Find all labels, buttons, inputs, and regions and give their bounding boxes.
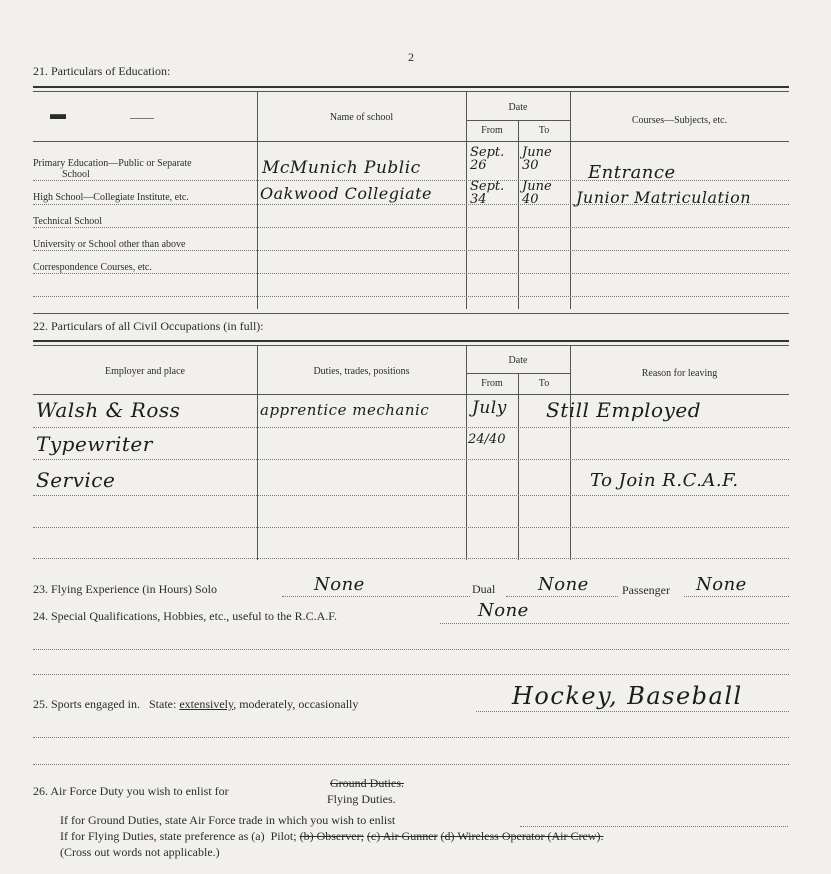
row-line — [33, 427, 789, 428]
row-label-primary-2: School — [62, 169, 90, 180]
option-wireless-operator: (d) Wireless Operator (Air Crew). — [440, 829, 604, 843]
fill-line — [33, 649, 789, 650]
row-line — [33, 495, 789, 496]
rule — [33, 86, 789, 88]
ground-duties-line: If for Ground Duties, state Air Force trade in which you wish to enlist — [60, 813, 396, 827]
col-reason: Reason for leaving — [641, 368, 718, 379]
fill-line — [282, 596, 470, 597]
row-line — [33, 527, 789, 528]
sports-value: Hockey, Baseball — [512, 682, 743, 710]
high-school-to: June 40 — [522, 179, 552, 207]
rule — [33, 345, 789, 346]
reason-line-1: Still Employed — [546, 398, 702, 422]
header-dash: —— — [130, 110, 154, 124]
col-to: To — [538, 378, 550, 389]
row-line — [33, 558, 789, 559]
row-label-technical: Technical School — [33, 216, 102, 227]
fill-line — [684, 596, 789, 597]
high-school-name: Oakwood Collegiate — [260, 184, 433, 203]
col-divider — [518, 120, 519, 309]
rule — [33, 313, 789, 314]
reason-line-2: To Join R.C.A.F. — [590, 470, 739, 491]
rule — [33, 141, 789, 142]
rule — [33, 340, 789, 342]
primary-courses: Entrance — [588, 162, 676, 183]
primary-to: June 30 — [522, 145, 552, 173]
employer-line-1: Walsh & Ross — [36, 398, 181, 422]
section-23-label: 23. Flying Experience (in Hours) Solo — [33, 582, 217, 596]
high-school-from: Sept. 34 — [470, 179, 505, 207]
col-divider — [257, 92, 258, 309]
passenger-value: None — [696, 574, 747, 595]
section-22-title: 22. Particulars of all Civil Occupations (in full): — [33, 319, 264, 333]
fill-line — [476, 711, 789, 712]
primary-from: Sept. 26 — [470, 145, 505, 173]
occupation-from-1: July — [472, 398, 507, 418]
section-25-label — [33, 697, 358, 712]
solo-value: None — [314, 574, 365, 595]
col-to: To — [538, 125, 550, 136]
row-label-high-school: High School—Collegiate Institute, etc. — [33, 192, 189, 203]
col-divider — [518, 373, 519, 560]
rule — [466, 120, 570, 121]
rule — [466, 373, 570, 374]
section-21-title: 21. Particulars of Education: — [33, 64, 171, 78]
sports-label-rest: , moderately, occasionally — [233, 697, 359, 711]
option-observer: (b) Observer; — [299, 829, 364, 843]
col-date: Date — [508, 102, 528, 113]
row-line — [33, 459, 789, 460]
employer-line-3: Service — [36, 468, 116, 492]
row-line — [33, 296, 789, 297]
fill-line — [33, 764, 789, 765]
header-dash-mark: ▬ — [50, 106, 66, 123]
option-air-gunner: (c) Air Gunner — [366, 829, 438, 843]
col-from: From — [481, 125, 503, 136]
row-label-correspondence: Correspondence Courses, etc. — [33, 262, 152, 273]
col-from: From — [481, 378, 503, 389]
qualifications-value: None — [478, 600, 529, 621]
row-line — [33, 273, 789, 274]
fill-line — [506, 596, 618, 597]
high-school-courses: Junior Matriculation — [576, 188, 752, 207]
flying-duties-line — [60, 829, 603, 844]
employer-line-2: Typewriter — [36, 432, 153, 456]
col-name-of-school: Name of school — [329, 112, 394, 123]
sports-extensively: extensively — [179, 697, 234, 711]
sports-label: 25. Sports engaged in. State: — [33, 697, 180, 711]
dual-value: None — [538, 574, 589, 595]
fill-line — [440, 623, 789, 624]
option-ground-duties: Ground Duties. — [330, 776, 404, 790]
flying-pref-label: If for Flying Duties, state preference as (a) Pilot; — [60, 829, 300, 843]
page-number: 2 — [408, 50, 414, 64]
col-duties: Duties, trades, positions — [313, 366, 410, 377]
primary-school-name: McMunich Public — [262, 158, 421, 178]
col-date: Date — [508, 355, 528, 366]
col-employer: Employer and place — [105, 366, 185, 377]
rule — [33, 91, 789, 92]
option-flying-duties: Flying Duties. — [327, 792, 396, 806]
section-24-label: 24. Special Qualifications, Hobbies, etc., useful to the R.C.A.F. — [33, 609, 337, 623]
cross-out-note: (Cross out words not applicable.) — [60, 845, 220, 859]
col-courses: Courses—Subjects, etc. — [631, 115, 728, 126]
passenger-label: Passenger — [622, 583, 670, 597]
fill-line — [33, 674, 789, 675]
duties-value: apprentice mechanic — [260, 401, 430, 419]
occupation-from-2: 24/40 — [468, 432, 506, 447]
fill-line — [33, 737, 789, 738]
row-label-university: University or School other than above — [33, 239, 186, 250]
dual-label: Dual — [472, 582, 496, 596]
section-26-label: 26. Air Force Duty you wish to enlist for — [33, 784, 229, 798]
row-label-primary: Primary Education—Public or Separate — [33, 158, 192, 169]
row-line — [33, 227, 789, 228]
row-line — [33, 250, 789, 251]
rule — [33, 394, 789, 395]
fill-line — [520, 826, 788, 827]
